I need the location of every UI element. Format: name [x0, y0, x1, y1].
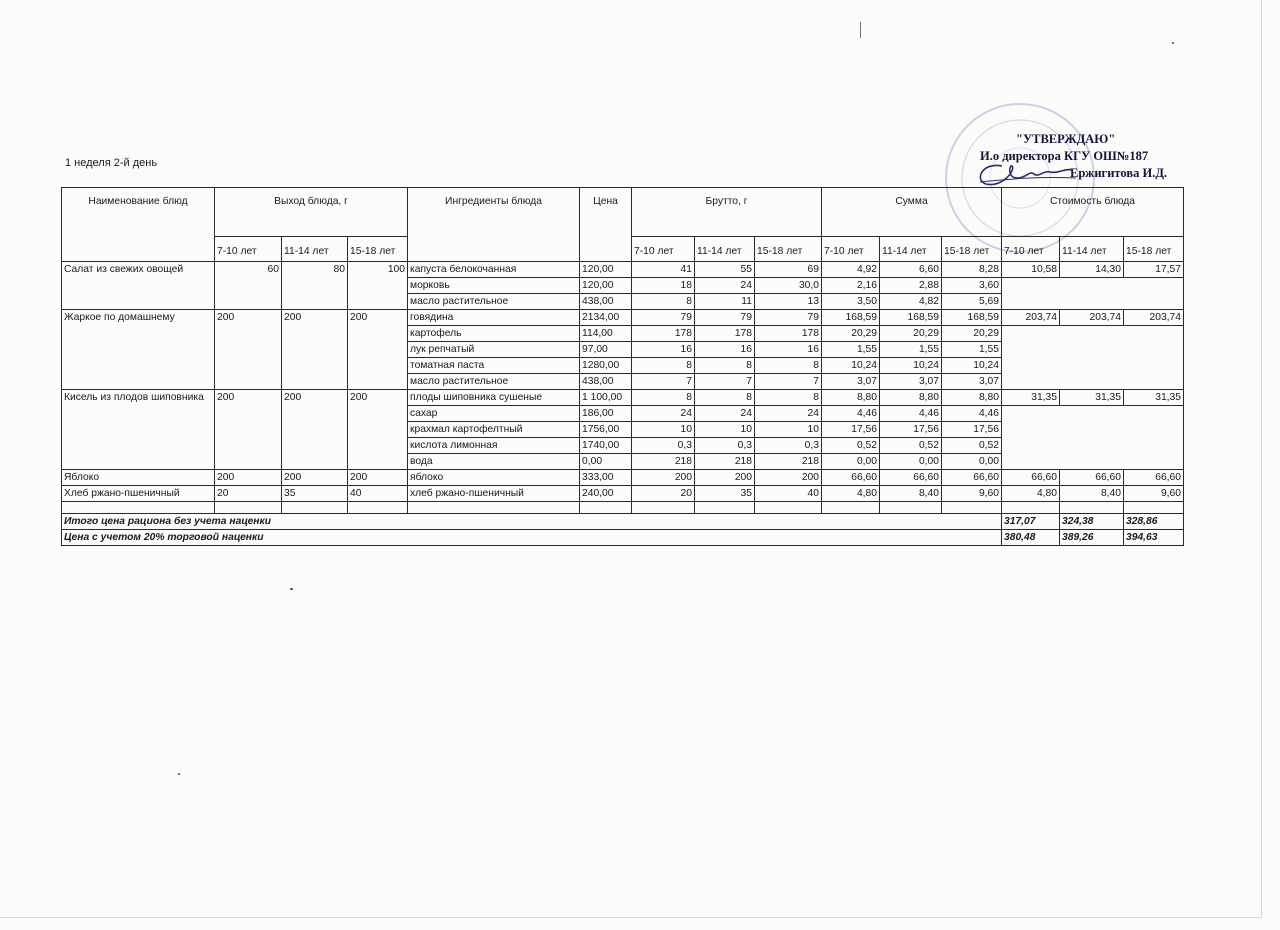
ingredient-brutto: 8 — [695, 358, 755, 374]
ingredient-brutto: 0,3 — [632, 438, 695, 454]
ingredient-brutto: 178 — [695, 326, 755, 342]
cost-empty-cell — [1002, 326, 1184, 390]
ingredient-brutto: 8 — [755, 358, 822, 374]
dish-yield: 200 — [282, 310, 348, 390]
ingredient-sum: 4,82 — [880, 294, 942, 310]
dish-cost: 31,35 — [1002, 390, 1060, 406]
header-ingredients: Ингредиенты блюда — [408, 188, 580, 262]
cost-empty-cell — [1002, 278, 1184, 310]
ingredient-sum: 0,52 — [880, 438, 942, 454]
ingredient-brutto: 0,3 — [695, 438, 755, 454]
ingredient-brutto: 200 — [632, 470, 695, 486]
ingredient-price: 2134,00 — [580, 310, 632, 326]
header-brutto: Брутто, г — [632, 188, 822, 237]
header-dish-name: Наименование блюд — [62, 188, 215, 262]
ingredient-brutto: 8 — [632, 390, 695, 406]
ingredient-sum: 6,60 — [880, 262, 942, 278]
table-row — [62, 262, 1184, 278]
ingredient-name: масло растительное — [408, 294, 580, 310]
approval-block — [976, 131, 1186, 182]
dish-cost: 4,80 — [1002, 486, 1060, 502]
empty-cell — [408, 502, 580, 514]
dish-yield: 200 — [282, 470, 348, 486]
ingredient-brutto: 200 — [755, 470, 822, 486]
cost-empty-cell — [1002, 406, 1184, 470]
ingredient-brutto: 69 — [755, 262, 822, 278]
ingredient-sum: 2,16 — [822, 278, 880, 294]
ingredient-name: капуста белокочанная — [408, 262, 580, 278]
total-no-markup-value: 324,38 — [1060, 514, 1124, 530]
dish-cost: 203,74 — [1060, 310, 1124, 326]
ingredient-sum: 8,80 — [942, 390, 1002, 406]
ingredient-sum: 20,29 — [822, 326, 880, 342]
empty-cell — [822, 502, 880, 514]
total-no-markup-row — [62, 514, 1184, 530]
empty-cell — [695, 502, 755, 514]
empty-cell — [580, 502, 632, 514]
dish-yield: 200 — [215, 310, 282, 390]
total-no-markup-value: 328,86 — [1124, 514, 1184, 530]
ingredient-sum: 10,24 — [822, 358, 880, 374]
ingredient-brutto: 178 — [755, 326, 822, 342]
ingredient-name: вода — [408, 454, 580, 470]
scan-speck — [290, 588, 293, 590]
empty-cell — [215, 502, 282, 514]
ingredient-sum: 10,24 — [880, 358, 942, 374]
ingredient-price: 333,00 — [580, 470, 632, 486]
dish-cost: 14,30 — [1060, 262, 1124, 278]
approval-title: "УТВЕРЖДАЮ" — [1016, 132, 1116, 146]
ingredient-brutto: 8 — [632, 358, 695, 374]
ingredient-price: 240,00 — [580, 486, 632, 502]
ingredient-price: 1280,00 — [580, 358, 632, 374]
empty-cell — [348, 502, 408, 514]
ingredient-sum: 168,59 — [880, 310, 942, 326]
yield-age-3: 15-18 лет — [348, 237, 408, 262]
dish-yield: 200 — [215, 470, 282, 486]
brutto-age-3: 15-18 лет — [755, 237, 822, 262]
day-title: 1 неделя 2-й день — [65, 157, 158, 169]
table-row — [62, 390, 1184, 406]
ingredient-brutto: 40 — [755, 486, 822, 502]
ingredient-brutto: 10 — [755, 422, 822, 438]
ingredient-sum: 4,80 — [822, 486, 880, 502]
dish-cost: 31,35 — [1124, 390, 1184, 406]
dish-yield: 200 — [215, 390, 282, 470]
table-row — [62, 310, 1184, 326]
ingredient-brutto: 79 — [632, 310, 695, 326]
ingredient-sum: 1,55 — [942, 342, 1002, 358]
ingredient-sum: 0,52 — [942, 438, 1002, 454]
cost-age-2: 11-14 лет — [1060, 237, 1124, 262]
ingredient-name: яблоко — [408, 470, 580, 486]
dish-name: Кисель из плодов шиповника — [62, 390, 215, 470]
total-with-markup-value: 394,63 — [1124, 530, 1184, 546]
ingredient-price: 120,00 — [580, 262, 632, 278]
cost-age-1: 7-10 лет — [1002, 237, 1060, 262]
empty-cell — [632, 502, 695, 514]
ingredient-brutto: 79 — [755, 310, 822, 326]
ingredient-brutto: 41 — [632, 262, 695, 278]
ingredient-name: томатная паста — [408, 358, 580, 374]
brutto-age-1: 7-10 лет — [632, 237, 695, 262]
ingredient-sum: 0,00 — [942, 454, 1002, 470]
ingredient-sum: 8,28 — [942, 262, 1002, 278]
ingredient-sum: 10,24 — [942, 358, 1002, 374]
ingredient-brutto: 7 — [695, 374, 755, 390]
ingredient-sum: 8,40 — [880, 486, 942, 502]
ingredient-sum: 17,56 — [942, 422, 1002, 438]
ingredient-brutto: 218 — [755, 454, 822, 470]
ingredient-name: масло растительное — [408, 374, 580, 390]
header-price: Цена — [580, 188, 632, 262]
ingredient-sum: 20,29 — [942, 326, 1002, 342]
ingredient-sum: 2,88 — [880, 278, 942, 294]
empty-cell — [1002, 502, 1060, 514]
ingredient-sum: 9,60 — [942, 486, 1002, 502]
dish-yield: 200 — [348, 470, 408, 486]
empty-cell — [62, 502, 215, 514]
table-row — [62, 486, 1184, 502]
ingredient-sum: 66,60 — [822, 470, 880, 486]
ingredient-brutto: 8 — [695, 390, 755, 406]
ingredient-sum: 0,00 — [822, 454, 880, 470]
total-with-markup-row — [62, 530, 1184, 546]
ingredient-name: морковь — [408, 278, 580, 294]
ingredient-sum: 168,59 — [942, 310, 1002, 326]
empty-cell — [755, 502, 822, 514]
ingredient-name: хлеб ржано-пшеничный — [408, 486, 580, 502]
header-row — [62, 188, 1184, 237]
ingredient-price: 1740,00 — [580, 438, 632, 454]
ingredient-brutto: 178 — [632, 326, 695, 342]
sum-age-3: 15-18 лет — [942, 237, 1002, 262]
dish-cost: 8,40 — [1060, 486, 1124, 502]
ingredient-sum: 8,80 — [880, 390, 942, 406]
total-no-markup-label: Итого цена рациона без учета наценки — [62, 514, 1002, 530]
dish-name: Салат из свежих овощей — [62, 262, 215, 310]
header-sum: Сумма — [822, 188, 1002, 237]
ingredient-name: говядина — [408, 310, 580, 326]
ingredient-brutto: 18 — [632, 278, 695, 294]
sum-age-1: 7-10 лет — [822, 237, 880, 262]
ingredient-sum: 17,56 — [880, 422, 942, 438]
brutto-age-2: 11-14 лет — [695, 237, 755, 262]
ingredient-brutto: 55 — [695, 262, 755, 278]
ingredient-brutto: 10 — [695, 422, 755, 438]
dish-cost: 203,74 — [1002, 310, 1060, 326]
total-no-markup-value: 317,07 — [1002, 514, 1060, 530]
ingredient-name: крахмал картофелтный — [408, 422, 580, 438]
ingredient-name: сахар — [408, 406, 580, 422]
dish-name: Яблоко — [62, 470, 215, 486]
scan-speck — [178, 773, 180, 775]
ingredient-sum: 0,00 — [880, 454, 942, 470]
ingredient-sum: 1,55 — [822, 342, 880, 358]
ingredient-brutto: 24 — [695, 406, 755, 422]
ingredient-brutto: 7 — [632, 374, 695, 390]
ingredient-name: плоды шиповника сушеные — [408, 390, 580, 406]
ingredient-sum: 3,07 — [880, 374, 942, 390]
dish-yield: 100 — [348, 262, 408, 310]
ingredient-sum: 3,60 — [942, 278, 1002, 294]
ingredient-brutto: 16 — [695, 342, 755, 358]
dish-cost: 66,60 — [1002, 470, 1060, 486]
ingredient-brutto: 218 — [695, 454, 755, 470]
dish-yield: 35 — [282, 486, 348, 502]
ingredient-brutto: 8 — [632, 294, 695, 310]
ingredient-sum: 20,29 — [880, 326, 942, 342]
dish-yield: 200 — [348, 310, 408, 390]
ingredient-sum: 168,59 — [822, 310, 880, 326]
ingredient-sum: 3,07 — [822, 374, 880, 390]
ingredient-sum: 4,46 — [880, 406, 942, 422]
yield-age-2: 11-14 лет — [282, 237, 348, 262]
ingredient-sum: 4,46 — [942, 406, 1002, 422]
ingredient-name: картофель — [408, 326, 580, 342]
total-with-markup-label: Цена с учетом 20% торговой наценки — [62, 530, 1002, 546]
header-cost: Стоимость блюда — [1002, 188, 1184, 237]
dish-cost: 66,60 — [1124, 470, 1184, 486]
ingredient-sum: 1,55 — [880, 342, 942, 358]
dish-cost: 66,60 — [1060, 470, 1124, 486]
approval-name: Ержигитова И.Д. — [1070, 166, 1168, 180]
approval-position: И.о директора КГУ ОШ№187 — [980, 149, 1149, 163]
dish-yield: 200 — [282, 390, 348, 470]
dish-cost: 17,57 — [1124, 262, 1184, 278]
ingredient-brutto: 7 — [755, 374, 822, 390]
dish-yield: 80 — [282, 262, 348, 310]
ingredient-price: 97,00 — [580, 342, 632, 358]
dish-yield: 20 — [215, 486, 282, 502]
ingredient-brutto: 0,3 — [755, 438, 822, 454]
ingredient-brutto: 24 — [632, 406, 695, 422]
ingredient-price: 186,00 — [580, 406, 632, 422]
ingredient-sum: 3,50 — [822, 294, 880, 310]
ingredient-brutto: 35 — [695, 486, 755, 502]
scan-speck — [1172, 42, 1174, 44]
table-row — [62, 470, 1184, 486]
ingredient-brutto: 10 — [632, 422, 695, 438]
ingredient-sum: 3,07 — [942, 374, 1002, 390]
ingredient-brutto: 16 — [632, 342, 695, 358]
total-with-markup-value: 389,26 — [1060, 530, 1124, 546]
ingredient-brutto: 200 — [695, 470, 755, 486]
empty-cell — [880, 502, 942, 514]
ingredient-price: 1 100,00 — [580, 390, 632, 406]
ingredient-price: 0,00 — [580, 454, 632, 470]
spacer-row — [62, 502, 1184, 514]
ingredient-sum: 0,52 — [822, 438, 880, 454]
yield-age-1: 7-10 лет — [215, 237, 282, 262]
empty-cell — [1060, 502, 1124, 514]
scan-mark — [860, 22, 861, 38]
ingredient-price: 438,00 — [580, 374, 632, 390]
dish-yield: 200 — [348, 390, 408, 470]
ingredient-sum: 5,69 — [942, 294, 1002, 310]
sum-age-2: 11-14 лет — [880, 237, 942, 262]
ingredient-price: 1756,00 — [580, 422, 632, 438]
dish-cost: 10,58 — [1002, 262, 1060, 278]
ingredient-brutto: 218 — [632, 454, 695, 470]
cost-age-3: 15-18 лет — [1124, 237, 1184, 262]
dish-cost: 31,35 — [1060, 390, 1124, 406]
ingredient-brutto: 13 — [755, 294, 822, 310]
ingredient-sum: 4,46 — [822, 406, 880, 422]
ingredient-brutto: 16 — [755, 342, 822, 358]
empty-cell — [1124, 502, 1184, 514]
dish-name: Хлеб ржано-пшеничный — [62, 486, 215, 502]
ingredient-sum: 66,60 — [880, 470, 942, 486]
ingredient-price: 438,00 — [580, 294, 632, 310]
dish-cost: 9,60 — [1124, 486, 1184, 502]
ingredient-brutto: 11 — [695, 294, 755, 310]
ingredient-sum: 17,56 — [822, 422, 880, 438]
header-yield: Выход блюда, г — [215, 188, 408, 237]
ingredient-brutto: 8 — [755, 390, 822, 406]
ingredient-price: 120,00 — [580, 278, 632, 294]
dish-yield: 40 — [348, 486, 408, 502]
empty-cell — [282, 502, 348, 514]
dish-yield: 60 — [215, 262, 282, 310]
dish-name: Жаркое по домашнему — [62, 310, 215, 390]
ingredient-name: кислота лимонная — [408, 438, 580, 454]
total-with-markup-value: 380,48 — [1002, 530, 1060, 546]
ingredient-sum: 66,60 — [942, 470, 1002, 486]
ingredient-brutto: 30,0 — [755, 278, 822, 294]
ingredient-brutto: 24 — [695, 278, 755, 294]
ingredient-sum: 4,92 — [822, 262, 880, 278]
ingredient-brutto: 20 — [632, 486, 695, 502]
ingredient-brutto: 79 — [695, 310, 755, 326]
menu-table — [61, 187, 1184, 546]
ingredient-name: лук репчатый — [408, 342, 580, 358]
ingredient-sum: 8,80 — [822, 390, 880, 406]
ingredient-brutto: 24 — [755, 406, 822, 422]
ingredient-price: 114,00 — [580, 326, 632, 342]
dish-cost: 203,74 — [1124, 310, 1184, 326]
empty-cell — [942, 502, 1002, 514]
